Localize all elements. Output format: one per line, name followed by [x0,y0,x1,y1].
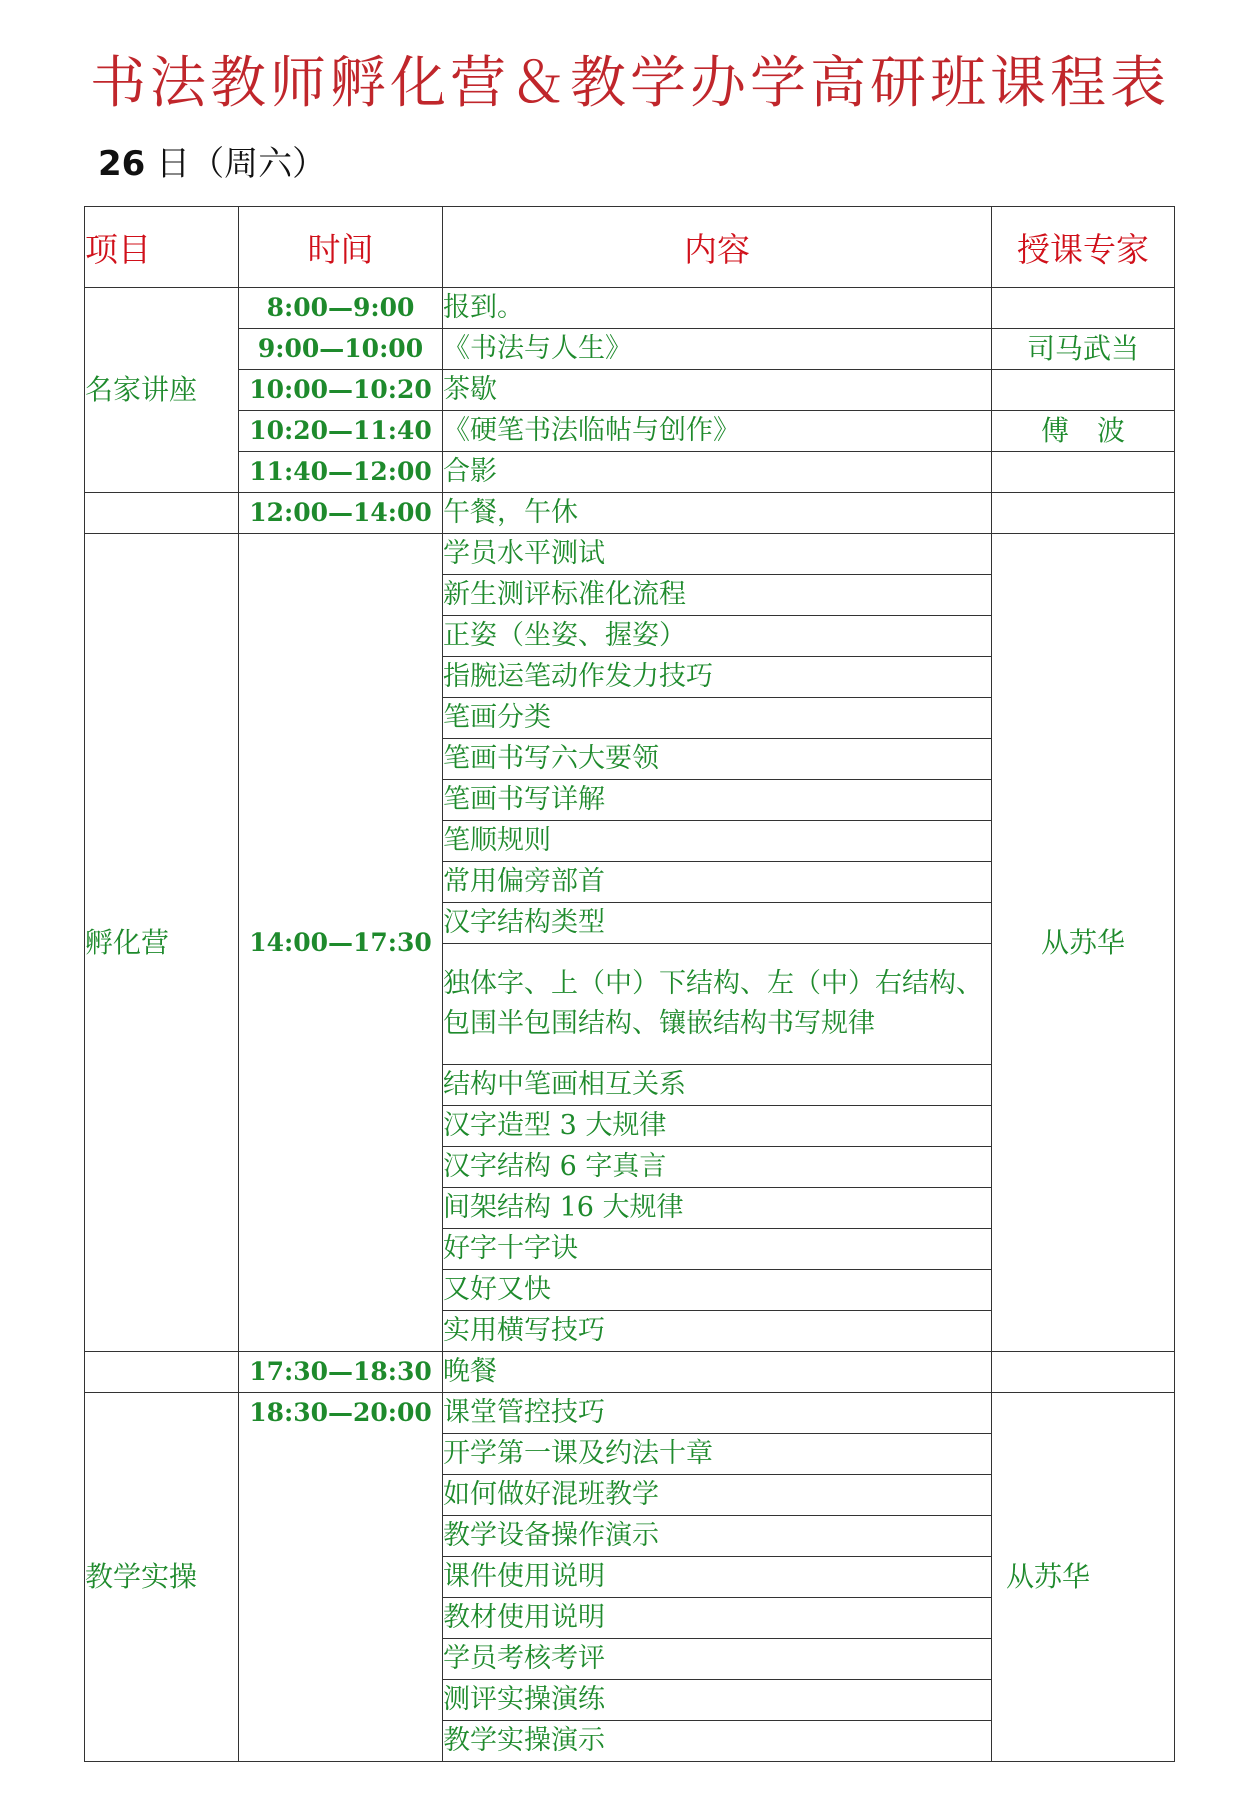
content-cell: 常用偏旁部首 [443,862,992,903]
content-cell: 指腕运笔动作发力技巧 [443,657,992,698]
header-time: 时间 [239,207,443,288]
table-row [85,370,1175,411]
content-cell: 茶歇 [443,370,992,411]
time-cell: 10:20—11:40 [239,411,443,452]
table-row [85,329,1175,370]
content-cell: 笔画书写详解 [443,780,992,821]
category-incubator: 孵化营 [85,534,239,1352]
table-row-lunch [85,493,1175,534]
time-cell-incubator: 14:00—17:30 [239,534,443,1352]
category-practice: 教学实操 [85,1393,239,1762]
content-cell: 《硬笔书法临帖与创作》 [443,411,992,452]
content-cell: 笔顺规则 [443,821,992,862]
header-row [85,207,1175,288]
content-cell: 《书法与人生》 [443,329,992,370]
content-cell: 教学设备操作演示 [443,1516,992,1557]
content-cell: 晚餐 [443,1352,992,1393]
content-cell: 实用横写技巧 [443,1311,992,1352]
expert-cell: 司马武当 [992,329,1175,370]
content-cell: 开学第一课及约法十章 [443,1434,992,1475]
time-cell: 10:00—10:20 [239,370,443,411]
date-weekday: 日（周六） [145,144,327,184]
content-cell: 教学实操演示 [443,1721,992,1762]
content-cell: 课件使用说明 [443,1557,992,1598]
table-row [85,1393,1175,1434]
schedule-table [84,206,1175,1762]
content-cell: 汉字结构 6 字真言 [443,1147,992,1188]
time-cell: 12:00—14:00 [239,493,443,534]
time-cell: 11:40—12:00 [239,452,443,493]
category-lecture: 名家讲座 [85,288,239,493]
header-item: 项目 [85,207,239,288]
content-cell: 汉字结构类型 [443,903,992,944]
time-cell: 8:00—9:00 [239,288,443,329]
content-cell: 正姿（坐姿、握姿） [443,616,992,657]
table-row [85,534,1175,575]
content-cell: 如何做好混班教学 [443,1475,992,1516]
content-cell: 合影 [443,452,992,493]
category-empty [85,493,239,534]
time-cell: 9:00—10:00 [239,329,443,370]
time-cell-practice: 18:30—20:00 [239,1393,443,1762]
content-cell: 课堂管控技巧 [443,1393,992,1434]
table-row [85,452,1175,493]
page-title: 书法教师孵化营＆教学办学高研班课程表 [90,51,1170,116]
expert-empty [992,1352,1175,1393]
content-cell: 学员考核考评 [443,1639,992,1680]
expert-cell: 傅 波 [992,411,1175,452]
content-cell: 又好又快 [443,1270,992,1311]
header-content: 内容 [443,207,992,288]
content-cell: 结构中笔画相互关系 [443,1065,992,1106]
expert-cell [992,452,1175,493]
content-cell: 间架结构 16 大规律 [443,1188,992,1229]
content-cell: 好字十字诀 [443,1229,992,1270]
content-cell: 午餐，午休 [443,493,992,534]
content-cell: 报到。 [443,288,992,329]
expert-cell [992,288,1175,329]
table-row-dinner [85,1352,1175,1393]
date-heading [98,140,326,188]
content-cell: 新生测评标准化流程 [443,575,992,616]
content-cell: 独体字、上（中）下结构、左（中）右结构、包围半包围结构、镶嵌结构书写规律 [443,944,992,1065]
category-empty [85,1352,239,1393]
table-row [85,288,1175,329]
header-expert: 授课专家 [992,207,1175,288]
expert-cell [992,370,1175,411]
content-cell: 笔画分类 [443,698,992,739]
expert-empty [992,493,1175,534]
date-number: 26 [98,144,146,184]
expert-incubator: 从苏华 [992,534,1175,1352]
content-cell: 笔画书写六大要领 [443,739,992,780]
content-cell: 汉字造型 3 大规律 [443,1106,992,1147]
expert-practice: 从苏华 [992,1393,1175,1762]
content-cell: 测评实操演练 [443,1680,992,1721]
table-row [85,411,1175,452]
content-cell: 学员水平测试 [443,534,992,575]
time-cell: 17:30—18:30 [239,1352,443,1393]
content-cell: 教材使用说明 [443,1598,992,1639]
